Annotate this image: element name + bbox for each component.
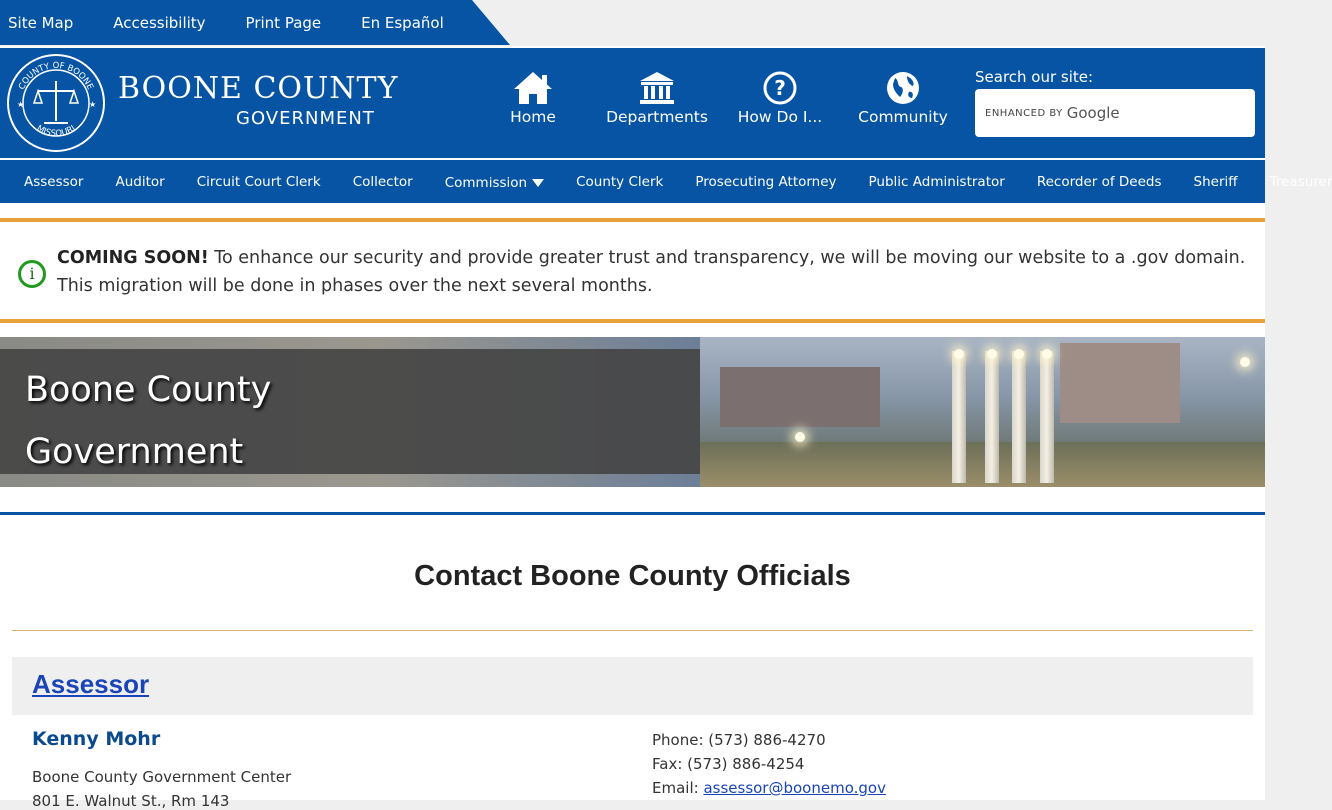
nav-community[interactable] xyxy=(838,68,968,126)
search-label: Search our site: xyxy=(975,68,1094,86)
nav-how-do-i[interactable] xyxy=(715,68,845,126)
utility-links xyxy=(8,0,444,45)
dept-commission[interactable] xyxy=(445,172,544,191)
svg-text:?: ? xyxy=(774,76,786,100)
county-seal-logo[interactable] xyxy=(6,53,106,153)
dept-commission-label[interactable]: Commission xyxy=(444,175,528,191)
dept-auditor[interactable]: Auditor xyxy=(115,173,165,190)
dept-sheriff[interactable]: Sheriff xyxy=(1193,173,1238,190)
site-search xyxy=(975,68,1255,137)
nav-how-do-i-label: How Do I... xyxy=(737,108,823,126)
print-page-link[interactable]: Print Page xyxy=(245,13,322,32)
site-header xyxy=(0,48,1265,158)
home-icon xyxy=(468,68,598,108)
banner-title-line1: Boone County xyxy=(25,370,272,410)
heading-divider xyxy=(12,630,1253,631)
address-line-1: Boone County Government Center xyxy=(32,768,292,786)
banner-column xyxy=(985,351,999,483)
chevron-down-icon[interactable] xyxy=(532,179,544,187)
banner-lamp xyxy=(795,432,805,442)
banner-lamp xyxy=(1042,349,1052,359)
banner-lamp xyxy=(987,349,997,359)
search-input[interactable] xyxy=(975,89,1255,137)
contact-details xyxy=(652,728,886,800)
utility-bar xyxy=(0,0,1280,46)
banner-building-left xyxy=(720,367,880,427)
notice-bold: COMING SOON! xyxy=(57,248,209,268)
globe-icon xyxy=(838,68,968,108)
search-enhanced-text: ENHANCED BY xyxy=(985,107,1063,119)
assessor-section-link[interactable]: Assessor xyxy=(32,669,150,699)
nav-departments[interactable] xyxy=(592,68,722,126)
dept-assessor[interactable]: Assessor xyxy=(24,173,84,190)
nav-community-label: Community xyxy=(858,108,948,126)
address-line-2: 801 E. Walnut St., Rm 143 xyxy=(32,792,230,810)
info-icon: i xyxy=(18,260,46,288)
banner-lamp xyxy=(1240,357,1250,367)
nav-departments-label: Departments xyxy=(606,108,708,126)
svg-text:★: ★ xyxy=(17,100,25,109)
dept-prosecuting-attorney[interactable]: Prosecuting Attorney xyxy=(695,173,837,190)
question-icon xyxy=(715,68,845,108)
email-link[interactable]: assessor@boonemo.gov xyxy=(703,779,886,797)
dept-circuit-court-clerk[interactable]: Circuit Court Clerk xyxy=(196,173,321,190)
accessibility-link[interactable]: Accessibility xyxy=(113,13,206,32)
banner-column xyxy=(1012,351,1026,483)
dept-collector[interactable]: Collector xyxy=(352,173,413,190)
nav-home[interactable] xyxy=(468,68,598,126)
google-logo: Google xyxy=(1066,104,1120,122)
banner-lamp xyxy=(1014,349,1024,359)
site-brand[interactable] xyxy=(118,72,398,106)
email-label: Email: xyxy=(652,779,704,797)
domain-notice xyxy=(0,218,1265,323)
banner-column xyxy=(1040,351,1054,483)
banner-building-right xyxy=(1060,343,1180,423)
notice-body: To enhance our security and provide greater trust and transparency, we will be moving our website to a .gov domain. This migration will be done in phases over the next several months. xyxy=(57,248,1246,296)
brand-subtitle: GOVERNMENT xyxy=(236,108,375,129)
dept-county-clerk[interactable]: County Clerk xyxy=(576,173,664,190)
site-map-link[interactable]: Site Map xyxy=(8,13,74,32)
banner-column xyxy=(952,351,966,483)
svg-text:MISSOURI: MISSOURI xyxy=(34,123,78,140)
dept-treasurer[interactable]: Treasurer xyxy=(1269,173,1332,190)
banner-ground xyxy=(700,442,1265,487)
banner-lamp xyxy=(954,349,964,359)
email-row xyxy=(652,776,886,800)
page-title: Contact Boone County Officials xyxy=(414,560,851,592)
section-divider xyxy=(0,512,1265,515)
phone-number: Phone: (573) 886-4270 xyxy=(652,731,826,749)
svg-text:★: ★ xyxy=(89,100,97,109)
hero-banner xyxy=(0,337,1265,487)
brand-title: BOONE COUNTY xyxy=(118,71,399,106)
department-nav xyxy=(0,160,1332,203)
notice-text xyxy=(57,244,1247,300)
spanish-link[interactable]: En Español xyxy=(361,13,444,32)
banner-title xyxy=(25,359,271,483)
svg-text:COUNTY OF BOONE: COUNTY OF BOONE xyxy=(17,60,95,92)
official-name: Kenny Mohr xyxy=(32,728,161,750)
fax-number: Fax: (573) 886-4254 xyxy=(652,755,805,773)
dept-public-administrator[interactable]: Public Administrator xyxy=(868,173,1005,190)
dept-recorder-of-deeds[interactable]: Recorder of Deeds xyxy=(1036,173,1162,190)
banner-title-line2: Government xyxy=(25,432,244,472)
nav-home-label: Home xyxy=(510,108,556,126)
assessor-section-header xyxy=(12,657,1253,715)
building-icon xyxy=(592,68,722,108)
